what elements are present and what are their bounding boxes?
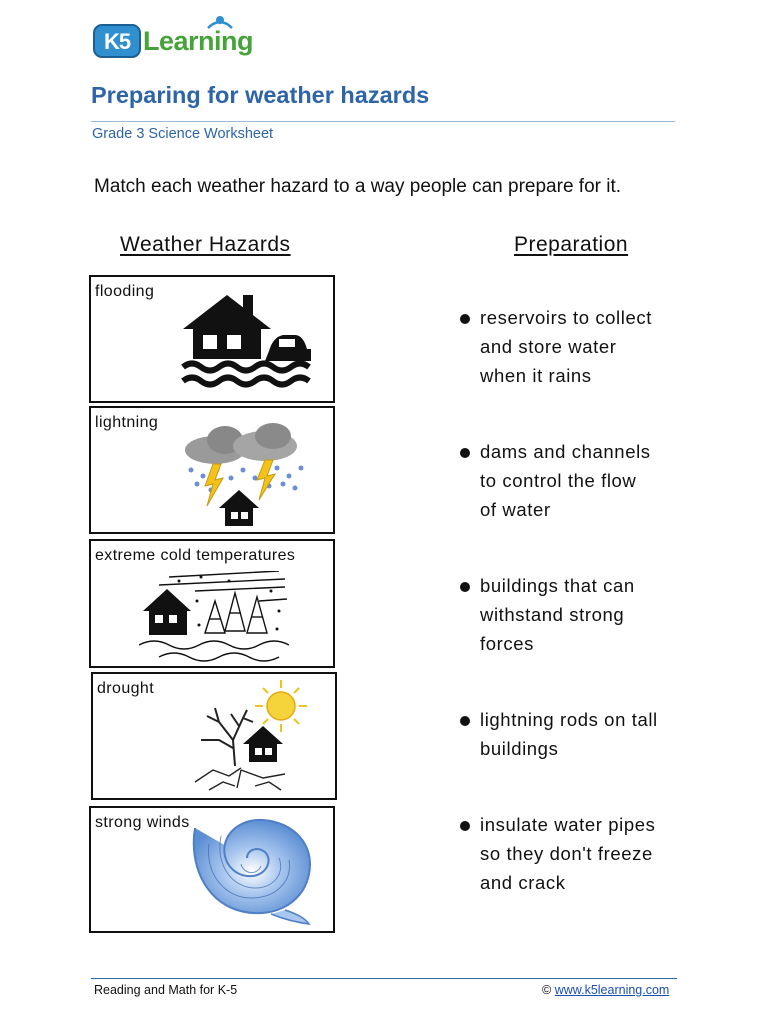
preparation-line: to control the flow bbox=[480, 470, 637, 491]
preparation-line: and store water bbox=[480, 336, 617, 357]
page-subtitle: Grade 3 Science Worksheet bbox=[92, 126, 274, 142]
page-title: Preparing for weather hazards bbox=[91, 82, 430, 108]
hazards-column-heading: Weather Hazards bbox=[120, 233, 291, 256]
preparation-text bbox=[480, 571, 710, 658]
hazard-box-extreme-cold bbox=[89, 539, 335, 668]
bullet bbox=[460, 821, 470, 831]
storm-cloud-lightning-icon bbox=[181, 420, 317, 530]
preparation-line: forces bbox=[480, 633, 534, 654]
logo-word: Learning bbox=[143, 26, 254, 56]
drought-sun-icon bbox=[189, 678, 309, 794]
copyright-symbol: © bbox=[542, 983, 552, 997]
k5-learning-logo bbox=[93, 14, 263, 60]
preparation-item bbox=[460, 705, 700, 765]
snowstorm-house-icon bbox=[139, 571, 289, 665]
preparation-text bbox=[480, 705, 710, 763]
footer-tagline: Reading and Math for K-5 bbox=[94, 983, 238, 997]
logo-figure-icon bbox=[205, 14, 235, 36]
instruction-text: Match each weather hazard to a way people can prepare for it. bbox=[94, 176, 622, 197]
hazard-label: extreme cold temperatures bbox=[95, 547, 296, 564]
preparation-item bbox=[460, 571, 700, 661]
hazard-box-drought bbox=[91, 672, 337, 800]
preparation-line: reservoirs to collect bbox=[480, 307, 652, 328]
hazard-label: drought bbox=[97, 680, 155, 697]
preparation-line: when it rains bbox=[480, 365, 592, 386]
footer-divider bbox=[91, 978, 677, 979]
hazard-box-lightning bbox=[89, 406, 335, 534]
hurricane-swirl-icon bbox=[185, 814, 317, 926]
bullet bbox=[460, 448, 470, 458]
preparation-line: and crack bbox=[480, 872, 566, 893]
hazard-box-strong-winds bbox=[89, 806, 335, 933]
preparation-line: insulate water pipes bbox=[480, 814, 656, 835]
bullet bbox=[460, 582, 470, 592]
header-divider bbox=[91, 121, 675, 122]
preparation-line: withstand strong bbox=[480, 604, 625, 625]
preparation-column-heading: Preparation bbox=[514, 233, 629, 256]
flood-house-icon bbox=[179, 289, 319, 395]
preparation-line: of water bbox=[480, 499, 551, 520]
preparation-item bbox=[460, 437, 700, 527]
logo-badge bbox=[93, 24, 141, 58]
hazard-label: lightning bbox=[95, 414, 159, 431]
bullet bbox=[460, 716, 470, 726]
preparation-text bbox=[480, 303, 710, 390]
logo-badge-text: K5 bbox=[103, 29, 131, 54]
preparation-text bbox=[480, 437, 710, 524]
preparation-line: lightning rods on tall bbox=[480, 709, 658, 730]
preparation-line: so they don't freeze bbox=[480, 843, 653, 864]
hazard-label: flooding bbox=[95, 283, 155, 300]
footer-copyright bbox=[542, 983, 669, 997]
preparation-line: buildings that can bbox=[480, 575, 635, 596]
preparation-item bbox=[460, 810, 700, 900]
preparation-line: buildings bbox=[480, 738, 559, 759]
bullet bbox=[460, 314, 470, 324]
preparation-line: dams and channels bbox=[480, 441, 651, 462]
preparation-text bbox=[480, 810, 710, 897]
hazard-box-flooding bbox=[89, 275, 335, 403]
preparation-item bbox=[460, 303, 700, 393]
hazard-label: strong winds bbox=[95, 814, 190, 831]
website-link[interactable]: www.k5learning.com bbox=[554, 983, 670, 997]
